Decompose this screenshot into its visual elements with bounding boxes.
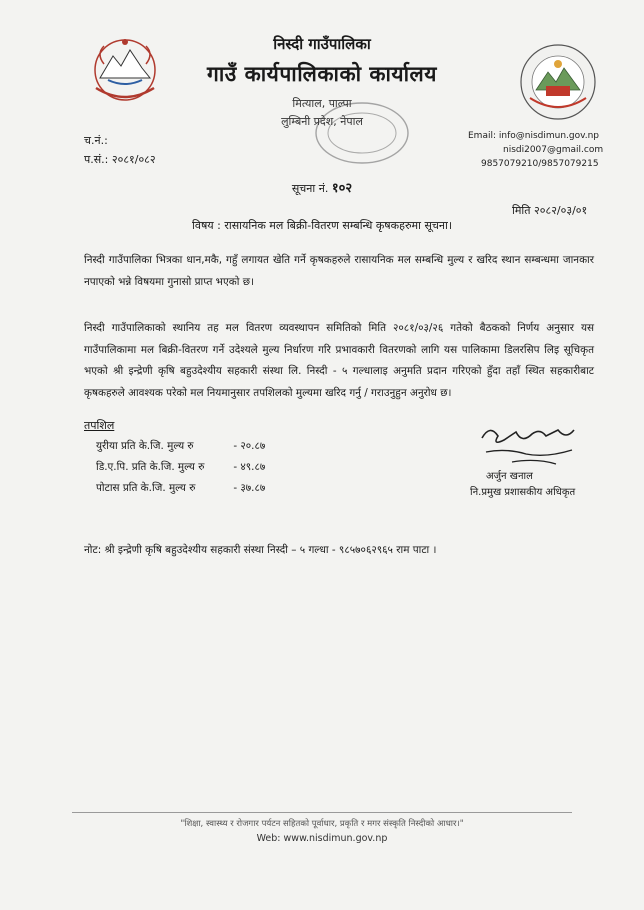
handwritten-signature-icon [476,422,586,470]
paragraph-1: निस्दी गाउँपालिका भित्रका धान,मकै, गहुँ लगायत खेति गर्ने कृषकहरुले रासायनिक मल सम्बन्धि मुल्य र खरिद स्थान सम्बन्धमा जानकार नपाएको भन्ने विषयमा गुनासो प्राप्त भएको छ। [84,254,594,288]
cha-no: च.नं.: [84,134,108,147]
footer-divider [72,812,572,813]
address-line-1: मित्याल, पाल्पा [292,97,352,110]
row-label: युरीया प्रति के.जि. मुल्य रु [96,440,194,452]
signatory-name: अर्जुन खनाल [486,471,533,482]
email: Email: info@nisdimun.gov.np [468,131,600,141]
table-title: तपशिल [84,419,115,432]
notice-number [0,178,644,196]
note: नोट: श्री इन्द्रेणी कृषि बहुउदेश्यीय सहकारी संस्था निस्दी – ५ गल्धा - ९८५७०६२९६५ राम पाटा । [84,544,437,556]
footer-quote: "शिक्षा, स्वास्थ्य र रोजगार पर्यटन सहितको पूर्वाधार, प्रकृति र मगर संस्कृति निस्दीको आधार।" [180,819,464,829]
row-value: - ३७.८७ [233,482,266,494]
notice-label: सूचना नं. [291,182,329,195]
letter-date: मिति २०८२/०३/०१ [512,204,588,217]
pa-sa: प.सं.: २०८१/०८२ [84,153,156,166]
paragraph-2: निस्दी गाउँपालिकाको स्थानिय तह मल वितरण व्यवस्थापन समितिको मिति २०८१/०३/२६ गतेको बैठकको निर्णय अनुसार यस गाउँपालिकामा मल बिक्री-वितरण गर्ने उदेश्यले मुल्य निर्धारण गरि प्रभावकारी वितरणको लागि यस पालिकामा डिलरसिप लिइ सूचिकृत भएको श्री इन्द्रेणी कृषि बहुउदेश्यीय सहकारी संस्था लि. निस्दी - ५ गल्धालाइ अनुमति प्रदान गरिएको हुँदा तहाँ स्थित सहकारीबाट कृषकहरुले आवश्यक परेको मल नियमानुसार तपशिलको मुल्यमा खरिद गर्नु / गराउनुहुन अनुरोध छ। [84,322,594,399]
table-row [96,460,265,474]
row-label: डि.ए.पि. प्रति के.जि. मुल्य रु [96,461,205,473]
subject: विषय : रासायनिक मल बिक्री-वितरण सम्बन्धि कृषकहरुमा सूचना। [191,219,452,232]
email-2: nisdi2007@gmail.com [503,145,604,155]
notice-value: १०२ [331,181,353,196]
signatory-title: नि.प्रमुख प्रशासकीय अधिकृत [470,487,576,498]
footer-web: Web: www.nisdimun.gov.np [256,833,388,844]
municipality-name: निस्दी गाउँपालिका [273,35,371,53]
office-title: गाउँ कार्यपालिकाको कार्यालय [207,62,437,86]
table-row [96,439,265,453]
row-value: - २०.८७ [233,440,266,452]
row-value: - ४९.८७ [233,461,266,473]
address-line-2: लुम्बिनी प्रदेश, नेपाल [281,115,363,128]
row-label: पोटास प्रति के.जि. मुल्य रु [96,482,196,494]
phone: 9857079210/9857079215 [481,159,599,169]
table-row [96,481,265,495]
